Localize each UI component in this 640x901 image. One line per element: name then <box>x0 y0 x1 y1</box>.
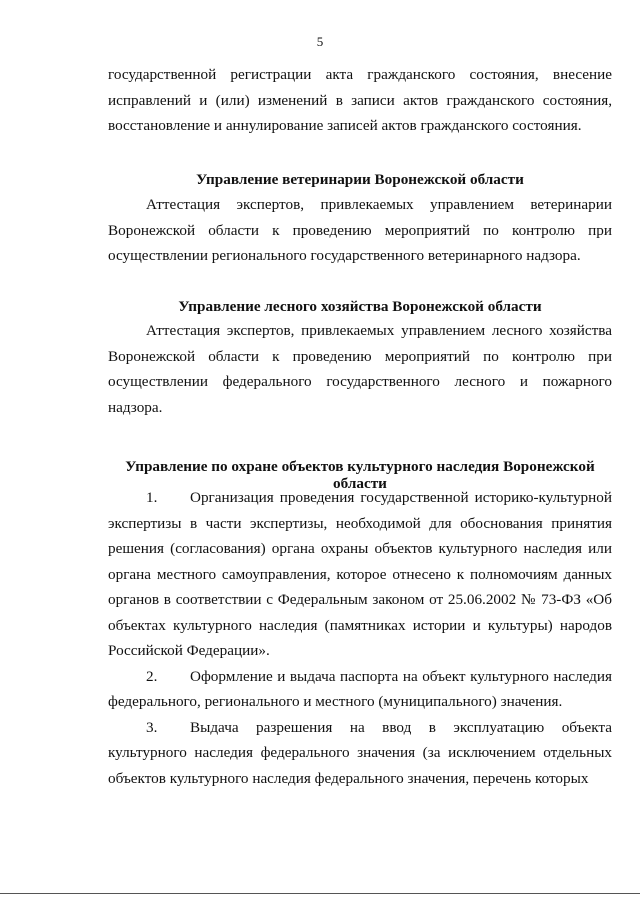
list-item-number: 2. <box>146 667 158 685</box>
section-heading-cultural-heritage-line1: Управление по охране объектов культурного наследия Воронежской <box>125 458 595 475</box>
list-item-number: 1. <box>146 489 158 506</box>
section-body-forestry <box>108 318 612 420</box>
list-item <box>108 664 612 715</box>
list-item <box>108 485 612 664</box>
list-item-number: 3. <box>146 718 158 736</box>
list-item-text: Выдача разрешения на ввод в эксплуатацию объекта культурного наследия федерального значения (за исключением отдельных объектов культурного наследия федерального значения, перечень которых <box>108 718 612 787</box>
list-item-text: Оформление и выдача паспорта на объект культурного наследия федерального, регионального и местного (муниципального) значения. <box>108 667 612 710</box>
intro-paragraph-block <box>108 62 612 139</box>
list-item-text: Организация проведения государственной историко-культурной экспертизы в части экспертизы, необходимой для обоснования принятия решения (согласования) органа охраны объектов культурного наследия или органа местного самоуправления, которое отнесено к полномочиям данных органов в соответствии с Федеральным законом от 25.06.2002 № 73-ФЗ «Об объектах культурного наследия (памятниках истории и культуры) народов Российской Федерации». <box>108 489 612 659</box>
bottom-divider <box>0 893 640 894</box>
section-heading-cultural-heritage-line2: области <box>333 475 387 492</box>
section-text-veterinary: Аттестация экспертов, привлекаемых управлением ветеринарии Воронежской области к проведению мероприятий по контролю при осуществлении регионального государственного ветеринарного надзора. <box>108 196 612 264</box>
list-item <box>108 715 612 792</box>
section-body-veterinary <box>108 192 612 269</box>
section-body-cultural-heritage <box>108 485 612 791</box>
section-heading-forestry: Управление лесного хозяйства Воронежской области <box>178 298 542 315</box>
section-text-forestry: Аттестация экспертов, привлекаемых управлением лесного хозяйства Воронежской области к проведению мероприятий по контролю при осуществлении федерального государственного лесного и пожарного надзора. <box>108 322 612 416</box>
page-number: 5 <box>316 34 324 49</box>
section-heading-veterinary: Управление ветеринарии Воронежской области <box>196 171 524 188</box>
intro-paragraph: государственной регистрации акта гражданского состояния, внесение исправлений и (или) изменений в записи актов гражданского состояния, восстановление и аннулирование записей актов гражданского состояния. <box>108 66 612 134</box>
